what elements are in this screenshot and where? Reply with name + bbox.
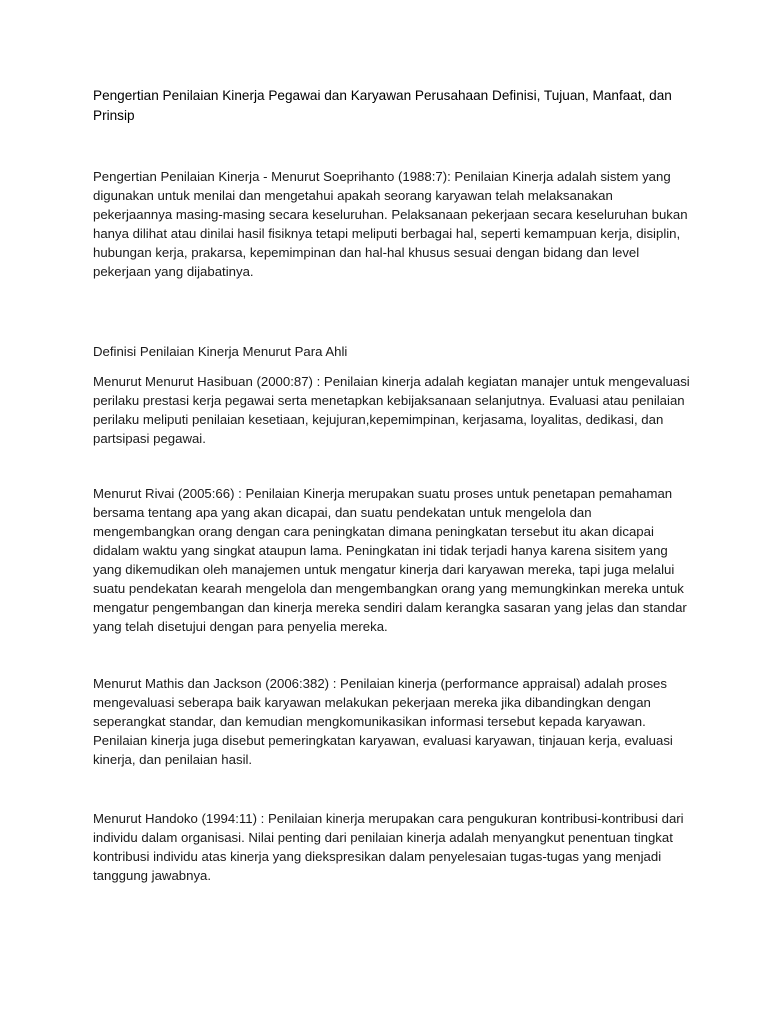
spacer bbox=[93, 361, 693, 372]
definition-paragraph-mathis-jackson: Menurut Mathis dan Jackson (2006:382) : Penilaian kinerja (performance appraisal) adalah proses mengevaluasi seberapa baik karyawan melakukan pekerjaan mereka jika dibandingkan dengan seperangkat standar, dan kemudian mengkomunikasikan informasi tersebut kepada karyawan. Penilaian kinerja juga disebut pemeringkatan karyawan, evaluasi karyawan, tinjauan kerja, evaluasi kinerja, dan penilaian hasil. bbox=[93, 676, 673, 767]
spacer bbox=[93, 448, 693, 484]
spacer bbox=[93, 636, 693, 674]
section-heading: Definisi Penilaian Kinerja Menurut Para Ahli bbox=[93, 344, 348, 359]
definition-paragraph-rivai: Menurut Rivai (2005:66) : Penilaian Kinerja merupakan suatu proses untuk penetapan pemahaman bersama tentang apa yang akan dicapai, dan suatu pendekatan untuk mengelola dan mengembangkan orang dengan cara peningkatan dimana peningkatan tersebut itu akan dicapai didalam waktu yang singkat ataupun lama. Peningkatan ini tidak terjadi hanya karena sisitem yang yang dikemudikan oleh manajemen untuk mengatur kinerja dari karyawan mereka, tapi juga melalui suatu pendekatan kearah mengelola dan mengembangkan orang yang memungkinkan mereka untuk mengatur pengembangan dan kinerja mereka sendiri dalam kerangka sasaran yang jelas dan standar yang telah disetujui dengan para penyelia mereka. bbox=[93, 486, 687, 634]
document-title: Pengertian Penilaian Kinerja Pegawai dan Karyawan Perusahaan Definisi, Tujuan, Manfaat, dan Prinsip bbox=[93, 88, 672, 123]
spacer bbox=[93, 126, 693, 167]
spacer bbox=[93, 281, 693, 342]
definition-paragraph-hasibuan: Menurut Menurut Hasibuan (2000:87) : Penilaian kinerja adalah kegiatan manajer untuk mengevaluasi perilaku prestasi kerja pegawai serta menetapkan kebijaksanaan selanjutnya. Evaluasi atau penilaian perilaku meliputi penilaian kesetiaan, kejujuran,kepemimpinan, kerjasama, loyalitas, dedikasi, dan partsipasi pegawai. bbox=[93, 374, 690, 446]
intro-paragraph: Pengertian Penilaian Kinerja - Menurut Soeprihanto (1988:7): Penilaian Kinerja adalah sistem yang digunakan untuk menilai dan mengetahui apakah seorang karyawan telah melaksanakan pekerjaannya masing-masing secara keseluruhan. Pelaksanaan pekerjaan secara keseluruhan bukan hanya dilihat atau dinilai hasil fisiknya tetapi meliputi berbagai hal, seperti kemampuan kerja, disiplin, hubungan kerja, prakarsa, kepemimpinan dan hal-hal khusus sesuai dengan bidang dan level pekerjaan yang dijabatinya. bbox=[93, 169, 688, 279]
definition-paragraph-handoko: Menurut Handoko (1994:11) : Penilaian kinerja merupakan cara pengukuran kontribusi-kontribusi dari individu dalam organisasi. Nilai penting dari penilaian kinerja adalah menyangkut penentuan tingkat kontribusi individu atas kinerja yang diekspresikan dalam penyelesaian tugas-tugas yang menjadi tanggung jawabnya. bbox=[93, 811, 684, 883]
document-page bbox=[93, 86, 693, 885]
spacer bbox=[93, 769, 693, 809]
